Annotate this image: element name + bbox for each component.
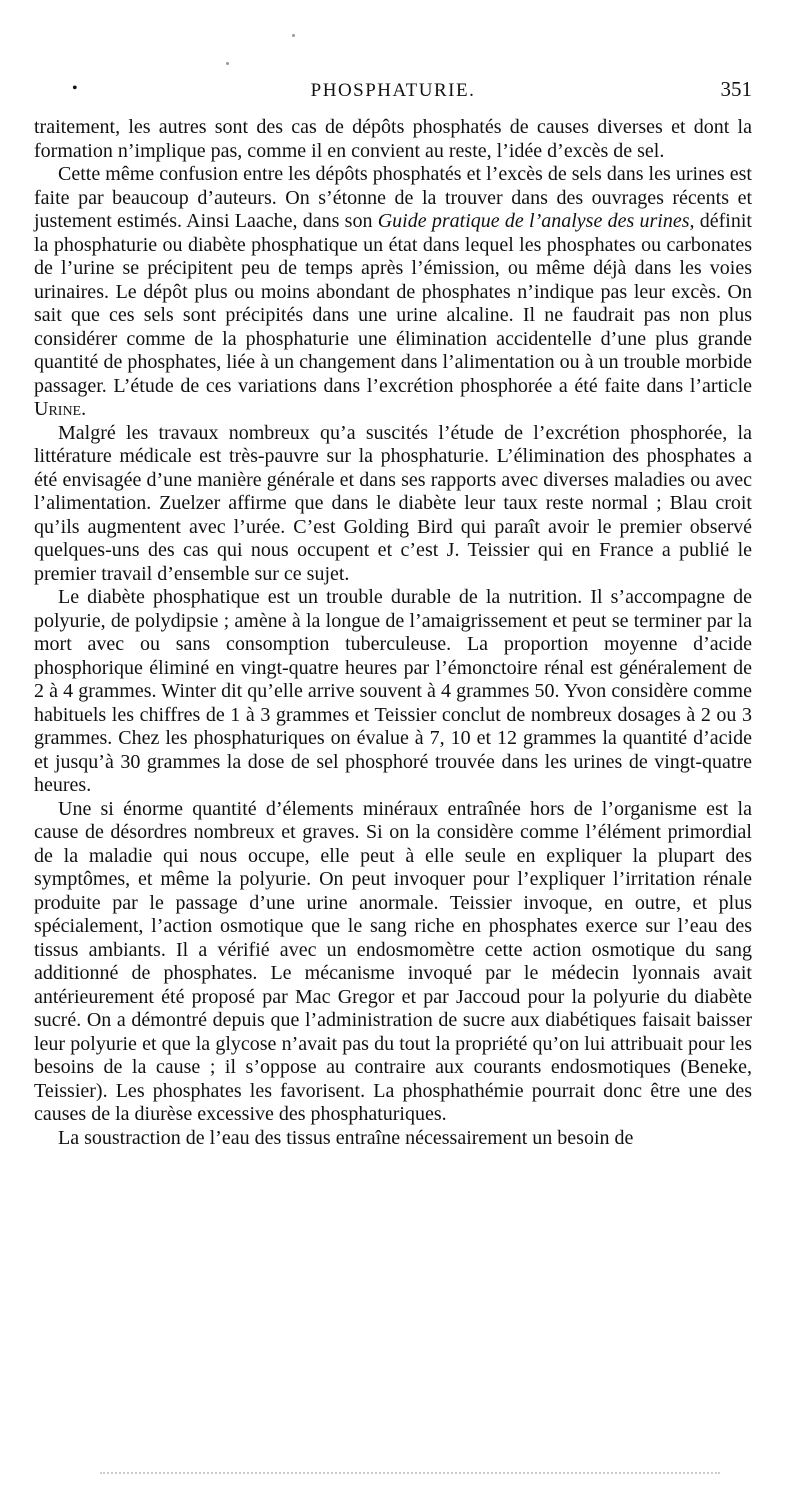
paragraph-5: Une si énorme quantité d’élements minéraux entraînée hors de l’organisme est la cause de désordres nombreux et graves. Si on la considère comme l’élément primordial de la maladie qui nous occupe, elle peut à elle seule en expliquer la plupart des symptômes, et même la polyurie. On peut invoquer pour l’expliquer l’irritation rénale produite par le passage d’une urine anormale. Teissier invoque, en outre, et plus spécialement, l’action osmotique que le sang riche en phosphates exerce sur l’eau des tissus ambiants. Il a vérifié avec un endosmomètre cette action osmotique du sang additionné de phosphates. Le mécanisme invoqué par le médecin lyonnais avait antérieurement été proposé par Mac Gregor et par Jaccoud pour la polyurie du diabète sucré. On a démontré depuis que l’administration de sucre aux diabétiques faisait baisser leur polyurie et que la glycose n’avait pas du tout la propriété qu’on lui attribuait pour les besoins de la cause ; il s’oppose au contraire aux courants endosmotiques (Beneke, Teissier). Les phosphates les favorisent. La phosphathémie pourrait donc être une des causes de la diurèse excessive des phosphaturiques. (34, 797, 752, 1125)
article-reference: Urine (34, 398, 82, 420)
page-number: 351 (720, 77, 752, 101)
paragraph-2-text-a: Cette même confusion entre les dépôts phosphatés et l’excès de sels dans les urines est faite par beaucoup d’auteurs. On s’étonne de la trouver dans des ouvrages récents et justement estimés. Ainsi Laache, dans son (34, 163, 752, 232)
scan-speck (292, 34, 295, 37)
paragraph-2-text-b: définit la phosphaturie ou diabète phosphatique un état dans lequel les phosphates ou carbonates de l’urine se précipitent peu de temps après l’émission, ou même déjà dans les voies urinaires. Le dépôt plus ou moins abondant de phosphates n’indique pas leur excès. On sait que ces sels sont précipités dans une urine alcaline. Il ne faudrait pas non plus considérer comme de la phosphaturie une élimination accidentelle d’une plus grande quantité de phosphates, liée à un changement dans l’alimentation ou à un trouble morbide passager. L’étude de ces variations dans l’excrétion phosphorée a été faite dans l’article (34, 210, 752, 397)
paragraph-4: Le diabète phosphatique est un trouble durable de la nutrition. Il s’accompagne de polyurie, de polydipsie ; amène à la longue de l’amaigrissement et peut se terminer par la mort avec ou sans consomption tuberculeuse. La proportion moyenne d’acide phosphorique éliminé en vingt-quatre heures par l’émonctoire rénal est généralement de 2 à 4 grammes. Winter dit qu’elle arrive souvent à 4 grammes 50. Yvon considère comme habituels les chiffres de 1 à 3 grammes et Teissier conclut de nombreux dosages à 2 ou 3 grammes. Chez les phosphaturiques on évalue à 7, 10 et 12 grammes la quantité d’acide et jusqu’à 30 grammes la dose de sel phosphoré trouvée dans les urines de vingt-quatre heures. (34, 586, 752, 796)
scan-speck (226, 62, 229, 65)
paragraph-3: Malgré les travaux nombreux qu’a suscités l’étude de l’excrétion phosphorée, la littérature médicale est très-pauvre sur la phosphaturie. L’élimination des phosphates a été envisagée d’une manière générale et dans ses rapports avec diverses maladies ou avec l’alimentation. Zuelzer affirme que dans le diabète leur taux reste normal ; Blau croit qu’ils augmentent avec l’urée. C’est Golding Bird qui paraît avoir le premier observé quelques-uns des cas qui nous occupent et c’est J. Teissier qui en France a publié le premier travail d’ensemble sur ce sujet. (34, 421, 752, 585)
paragraph-6: La soustraction de l’eau des tissus entraîne nécessairement un besoin de (58, 1126, 634, 1149)
body-text (34, 116, 752, 1150)
paragraph-1: traitement, les autres sont des cas de dépôts phosphatés de causes diverses et dont la formation n’implique pas, comme il en convient au reste, l’idée d’excès de sel. (34, 116, 752, 162)
running-head (34, 77, 752, 106)
paragraph-2 (34, 163, 752, 422)
book-title: Guide pratique de l’analyse des urines, (377, 210, 695, 232)
scan-artifact-bottom (100, 1466, 720, 1474)
paragraph-2-end: . (81, 398, 87, 420)
header-mark: • (72, 80, 78, 97)
running-title: PHOSPHATURIE. (310, 80, 476, 101)
